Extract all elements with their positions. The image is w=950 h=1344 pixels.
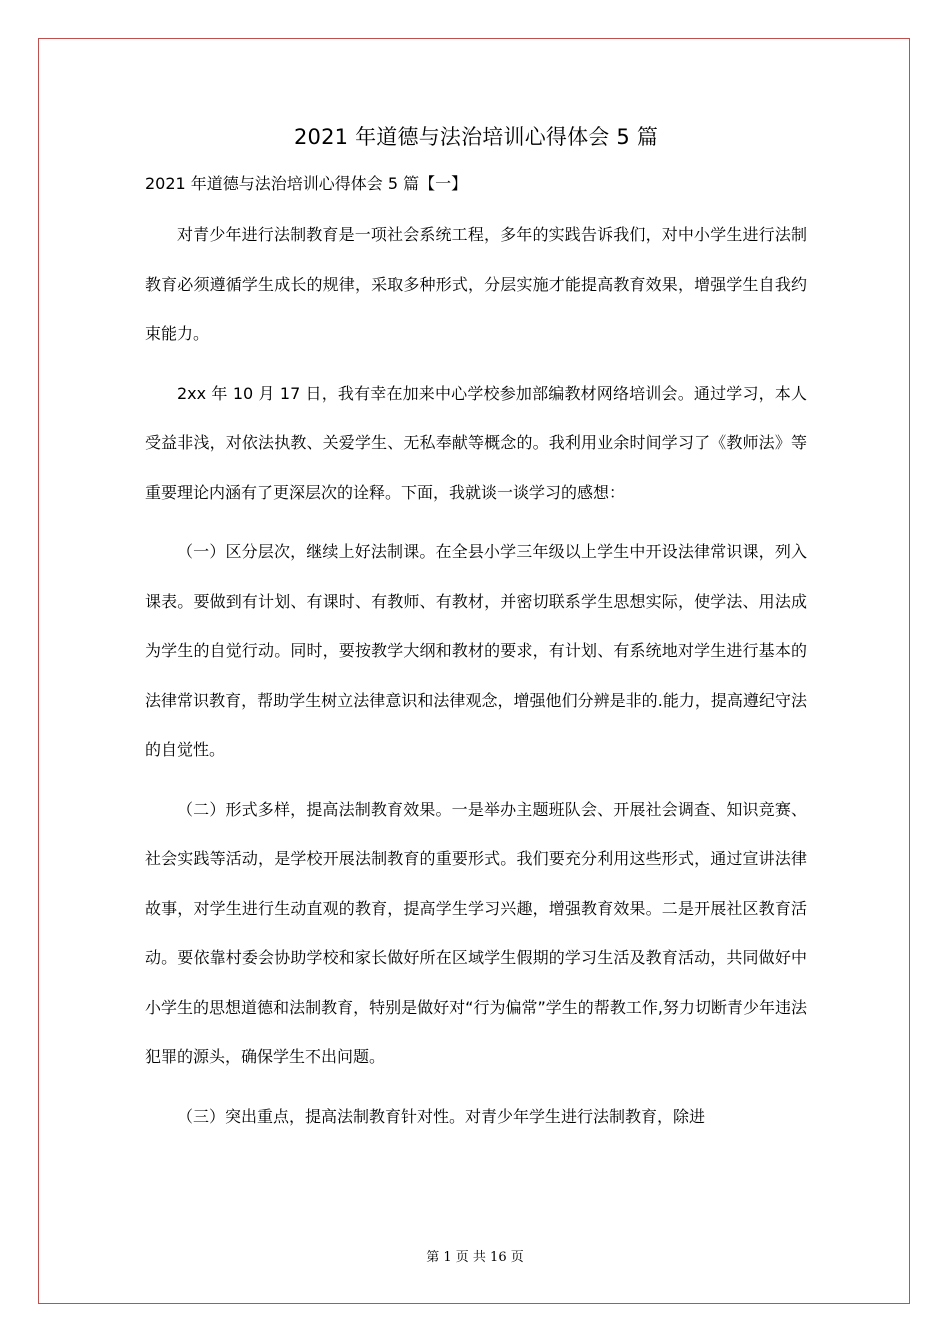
paragraph-point-three: （三）突出重点，提高法制教育针对性。对青少年学生进行法制教育，除进 bbox=[177, 1106, 706, 1126]
document-body bbox=[145, 116, 807, 1141]
paragraph-training: 2xx 年 10 月 17 日，我有幸在加来中心学校参加部编教材网络培训会。通过学习，本人受益非浅，对依法执教、关爱学生、无私奉献等概念的。我利用业余时间学习了《教师法》等重要理论内涵有了更深层次的诠释。下面，我就谈一谈学习的感想： bbox=[145, 383, 807, 502]
paragraph-point-one: （一）区分层次，继续上好法制课。在全县小学三年级以上学生中开设法律常识课，列入课表。要做到有计划、有课时、有教师、有教材，并密切联系学生思想实际，使学法、用法成为学生的自觉行动。同时，要按教学大纲和教材的要求，有计划、有系统地对学生进行基本的法律常识教育，帮助学生树立法律意识和法律观念，增强他们分辨是非的.能力，提高遵纪守法的自觉性。 bbox=[145, 542, 807, 759]
paragraph-point-two: （二）形式多样，提高法制教育效果。一是举办主题班队会、开展社会调查、知识竞赛、社会实践等活动，是学校开展法制教育的重要形式。我们要充分利用这些形式，通过宣讲法律故事，对学生进行生动直观的教育，提高学生学习兴趣，增强教育效果。二是开展社区教育活动。要依靠村委会协助学校和家长做好所在区域学生假期的学习生活及教育活动，共同做好中小学生的思想道德和法制教育，特别是做好对“行为偏常”学生的帮教工作,努力切断青少年违法犯罪的源头，确保学生不出问题。 bbox=[145, 799, 807, 1066]
paragraph-intro: 对青少年进行法制教育是一项社会系统工程，多年的实践告诉我们，对中小学生进行法制教育必须遵循学生成长的规律，采取多种形式，分层实施才能提高教育效果，增强学生自我约束能力。 bbox=[145, 225, 807, 343]
page-number: 第 1 页 共 16 页 bbox=[426, 1250, 524, 1265]
document-title: 2021 年道德与法治培训心得体会 5 篇 bbox=[293, 125, 659, 149]
section-heading: 2021 年道德与法治培训心得体会 5 篇【一】 bbox=[145, 174, 468, 193]
